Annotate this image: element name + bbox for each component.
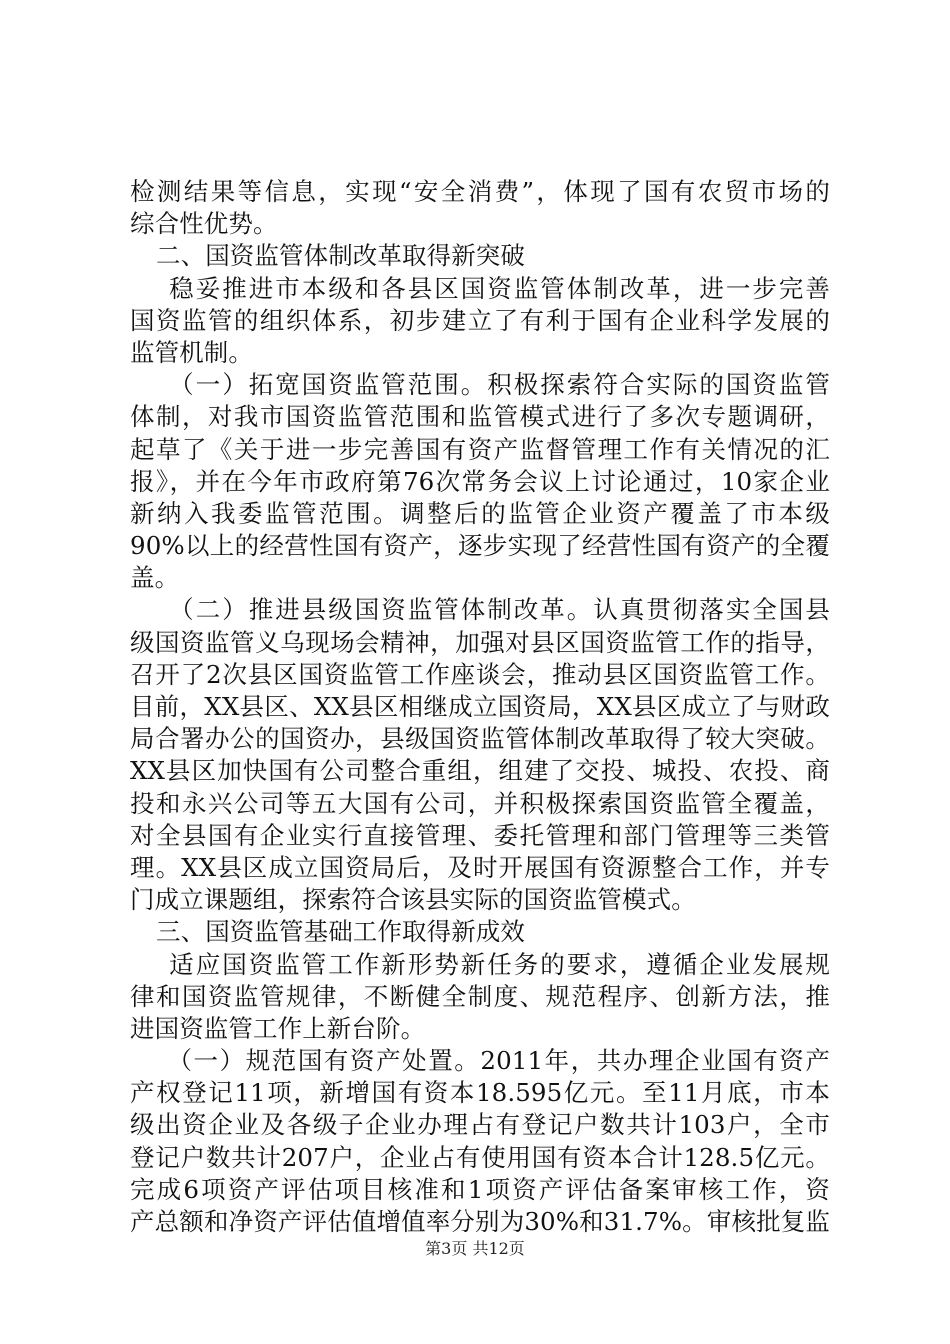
- text-line: 局合署办公的国资办，县级国资监管体制改革取得了较大突破。: [130, 724, 830, 754]
- text-line: 产权登记11项，新增国有资本18.595亿元。至11月底，市本: [130, 1078, 830, 1108]
- text-line: 投和永兴公司等五大国有公司，并积极探索国资监管全覆盖，: [130, 788, 830, 818]
- text-line: 对全县国有企业实行直接管理、委托管理和部门管理等三类管: [130, 820, 830, 850]
- text-line: 理。XX县区成立国资局后，及时开展国有资源整合工作，并专: [130, 852, 830, 882]
- document-body: [130, 176, 830, 1238]
- text-line: （一）规范国有资产处置。2011年，共办理企业国有资产: [130, 1046, 830, 1076]
- text-line: XX县区加快国有公司整合重组，组建了交投、城投、农投、商: [130, 756, 830, 786]
- text-line: 报》，并在今年市政府第76次常务会议上讨论通过，10家企业: [130, 466, 830, 496]
- text-line: 检测结果等信息，实现“安全消费”，体现了国有农贸市场的: [130, 177, 830, 206]
- text-line: 适应国资监管工作新形势新任务的要求，遵循企业发展规: [130, 949, 830, 979]
- text-line: 产总额和净资产评估值增值率分别为30%和31.7%。审核批复监: [130, 1207, 830, 1236]
- text-line: 监管机制。: [130, 337, 253, 367]
- text-line: 级出资企业及各级子企业办理占有登记户数共计103户，全市: [130, 1110, 830, 1140]
- text-line: 起草了《关于进一步完善国有资产监督管理工作有关情况的汇: [130, 434, 830, 464]
- text-line: （一）拓宽国资监管范围。积极探索符合实际的国资监管: [130, 370, 830, 400]
- text-line: 完成6项资产评估项目核准和1项资产评估备案审核工作，资: [130, 1174, 830, 1204]
- text-line: 进国资监管工作上新台阶。: [130, 1013, 426, 1043]
- section-heading: 二、国资监管体制改革取得新突破: [156, 241, 525, 271]
- text-line: 国资监管的组织体系，初步建立了有利于国有企业科学发展的: [130, 305, 830, 335]
- text-line: 登记户数共计207户，企业占有使用国有资本合计128.5亿元。: [130, 1142, 830, 1172]
- text-line: （二）推进县级国资监管体制改革。认真贯彻落实全国县: [130, 595, 830, 625]
- text-line: 盖。: [130, 563, 180, 593]
- text-line: 级国资监管义乌现场会精神，加强对县区国资监管工作的指导，: [130, 627, 830, 657]
- text-line: 召开了2次县区国资监管工作座谈会，推动县区国资监管工作。: [130, 659, 830, 689]
- text-line: 律和国资监管规律，不断健全制度、规范程序、创新方法，推: [130, 981, 830, 1011]
- text-line: 目前，XX县区、XX县区相继成立国资局，XX县区成立了与财政: [130, 692, 830, 721]
- text-line: 综合性优势。: [130, 209, 278, 239]
- text-line: 90%以上的经营性国有资产，逐步实现了经营性国有资产的全覆: [130, 531, 830, 561]
- text-line: 体制，对我市国资监管范围和监管模式进行了多次专题调研，: [130, 402, 830, 432]
- text-line: 新纳入我委监管范围。调整后的监管企业资产覆盖了市本级: [130, 498, 830, 528]
- text-line: 门成立课题组，探索符合该县实际的国资监管模式。: [130, 885, 696, 915]
- text-line: 稳妥推进市本级和各县区国资监管体制改革，进一步完善: [130, 273, 830, 303]
- page-footer: 第3页 共12页: [425, 1239, 525, 1258]
- section-heading: 三、国资监管基础工作取得新成效: [156, 917, 525, 947]
